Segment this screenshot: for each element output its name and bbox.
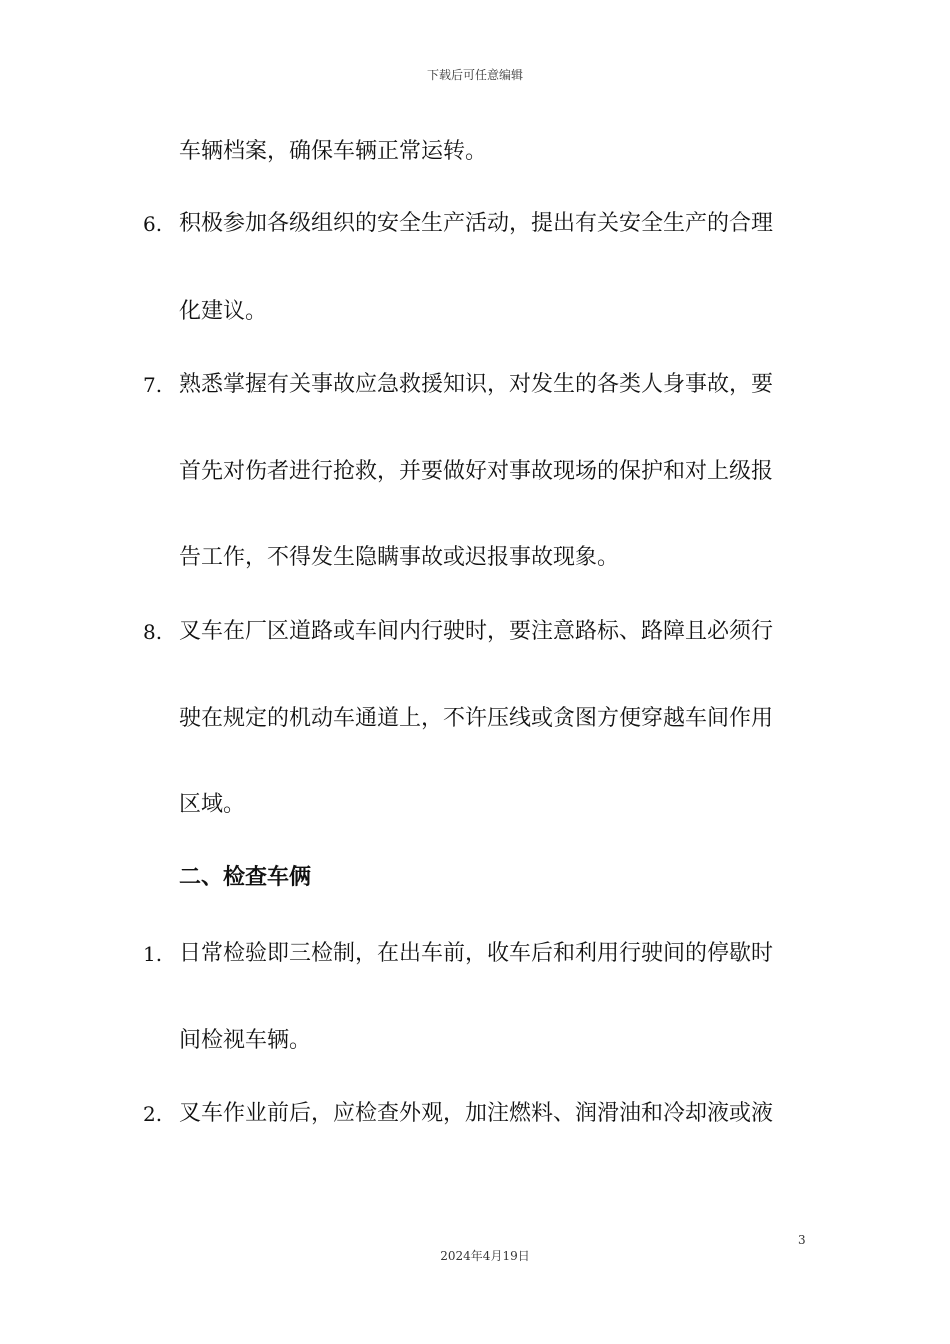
body-text-line: 积极参加各级组织的安全生产活动，提出有关安全生产的合理 [179,211,774,236]
list-number: 1. [143,942,163,966]
body-text-line: 车辆档案，确保车辆正常运转。 [179,139,488,164]
section-heading: 二、检查车俩 [179,865,312,890]
page-number: 3 [798,1233,806,1247]
body-text-line: 叉车在厂区道路或车间内行驶时，要注意路标、路障且必须行 [179,619,774,644]
body-text-line: 化建议。 [179,299,268,324]
body-text-line: 驶在规定的机动车通道上，不许压线或贪图方便穿越车间作用 [179,706,774,731]
list-number: 8. [143,620,163,644]
body-text-line: 日常检验即三检制，在出车前，收车后和利用行驶间的停歇时 [179,941,774,966]
list-number: 6. [143,212,163,236]
body-text-line: 熟悉掌握有关事故应急救援知识，对发生的各类人身事故，要 [179,372,774,397]
body-text-line: 区域。 [179,792,246,817]
page-header: 下载后可任意编辑 [426,68,523,82]
body-text-line: 间检视车辆。 [179,1028,312,1053]
body-text-line: 告工作，不得发生隐瞒事故或迟报事故现象。 [179,545,620,570]
body-text-line: 叉车作业前后，应检查外观，加注燃料、润滑油和冷却液或液 [179,1101,774,1126]
list-number: 7. [143,373,163,397]
footer-date: 2024年4月19日 [440,1249,530,1263]
body-text-line: 首先对伤者进行抢救，并要做好对事故现场的保护和对上级报 [179,459,774,484]
list-number: 2. [143,1102,163,1126]
